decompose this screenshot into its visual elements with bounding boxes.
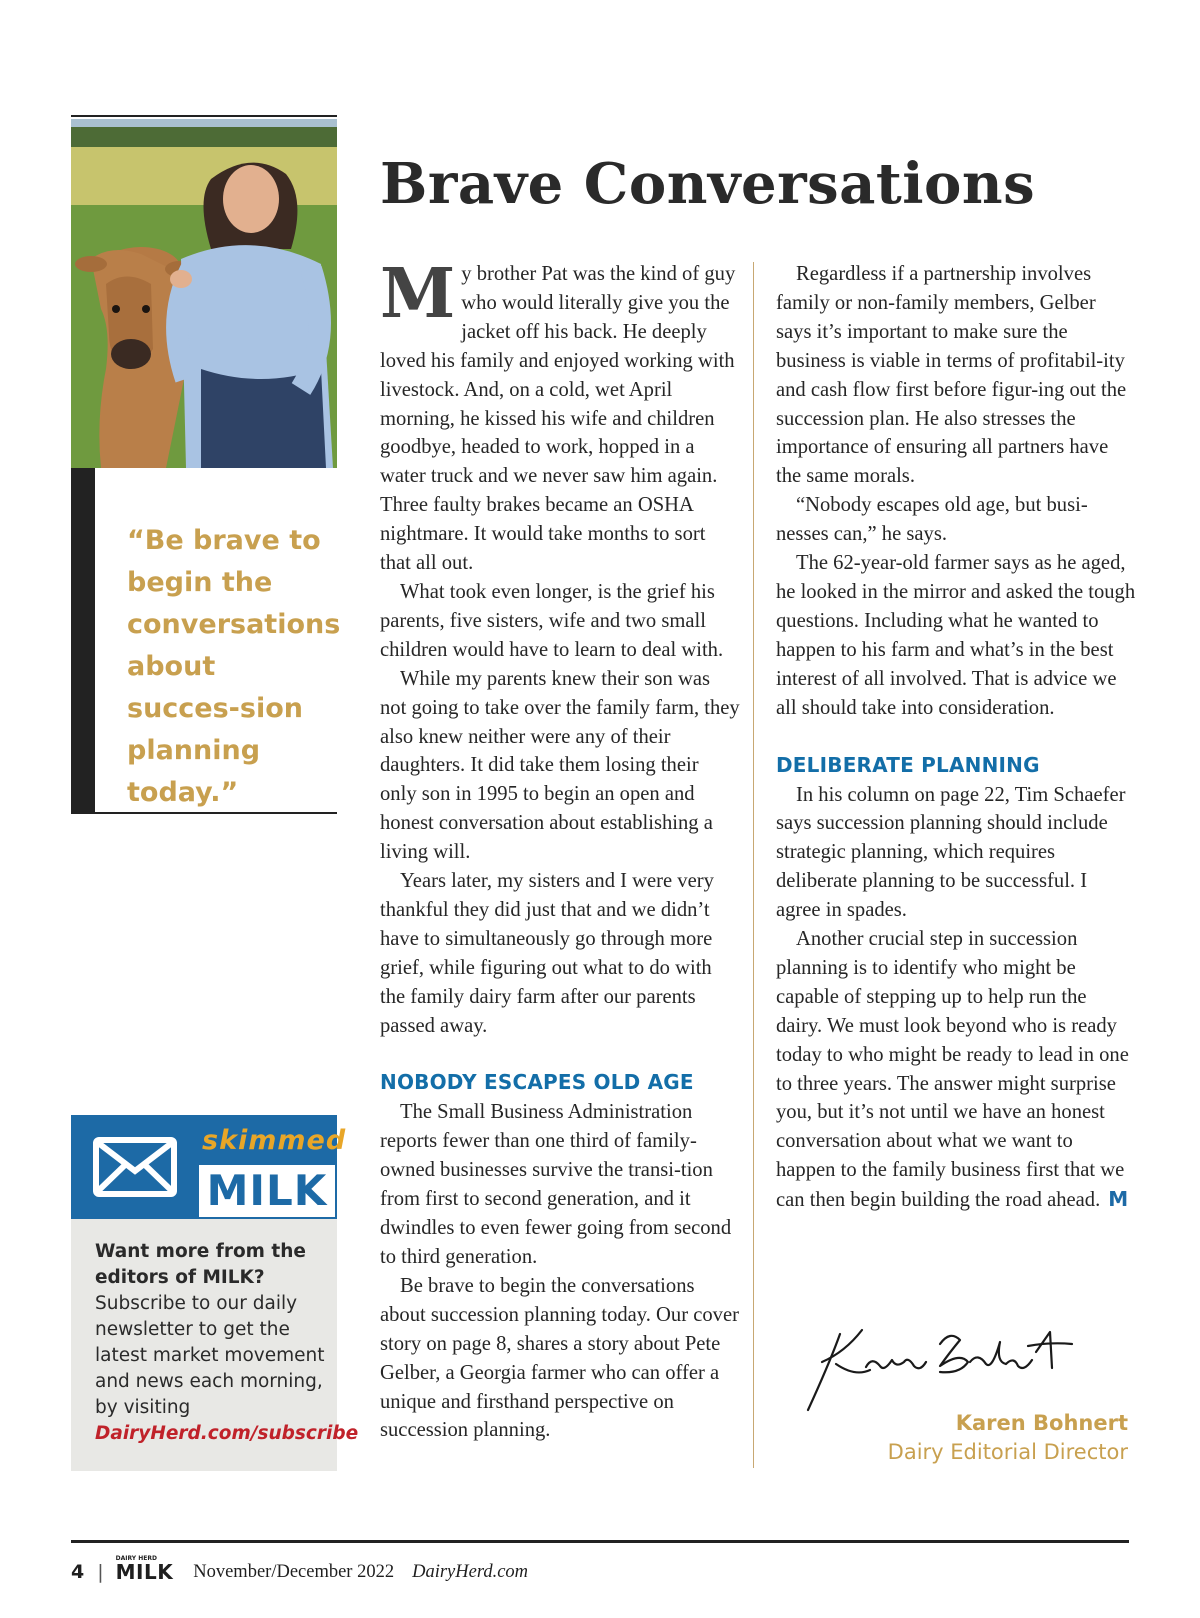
newsletter-promo [71, 1115, 359, 1471]
article-column-2 [776, 260, 1136, 1215]
end-mark-icon: M [1108, 1187, 1129, 1212]
promo-body: Subscribe to our daily newsletter to get the latest market movement and news each morning, by visiting [95, 1293, 325, 1418]
skimmed-milk-logo [71, 1115, 347, 1219]
article-column-1 [380, 254, 740, 1445]
promo-lead: Want more from the editors of MILK? [95, 1241, 306, 1288]
promo-text [95, 1239, 359, 1447]
issue-date: November/December 2022 [193, 1561, 395, 1582]
author-photo-illustration [71, 119, 337, 468]
pull-quote-rule [71, 812, 337, 814]
paragraph: While my parents knew their son was not going to take over the family farm, they also knew neither were any of their daughters. It did take them losing their only son in 1995 to begin an open and honest conversation about establishing a living will. [380, 667, 740, 864]
pull-quote: “Be brave to begin the conversations about succes-sion planning today.” [127, 525, 341, 808]
footer-separator: | [97, 1561, 104, 1583]
dairy-herd-mini-logo: DAIRY HERD [115, 1555, 157, 1562]
envelope-icon [93, 1137, 177, 1197]
paragraph: Years later, my sisters and I were very thankful they did just that and we didn’t have to simultaneously go through more grief, while figuring out what to do with the family dairy farm after our parents passed away. [380, 870, 714, 1037]
author-signature [800, 1322, 1090, 1412]
pull-quote-box [71, 468, 341, 814]
footer-rule [71, 1540, 1129, 1543]
section-heading: NOBODY ESCAPES OLD AGE [380, 1070, 694, 1095]
paragraph: Another crucial step in succession planning is to identify who might be capable of stepping up to help run the dairy. We must look beyond who is ready today to who might be ready to lead in one to three years. The answer might surprise you, but it’s not until we have an honest conversation about what we want to happen to the family business first that we can then begin building the road ahead. M [776, 928, 1129, 1212]
photo-top-rule [71, 115, 337, 117]
pull-quote-bar [71, 468, 95, 814]
paragraph: My brother Pat was the kind of guy who would literally give you the jacket off his back. He deeply loved his family and enjoyed working with livestock. And, on a cold, wet April morning, he kissed his wife and children goodbye, headed to work, hopped in a water truck and we never saw him again. Three faulty brakes became an OSHA nightmare. It would take months to sort that all out. [380, 254, 736, 575]
paragraph: The Small Business Administration reports fewer than one third of family-owned businesses survive the transi-tion from first to second generation, and it dwindles to even fewer going from second to third generation. [380, 1101, 732, 1268]
milk-wordmark: MILK [199, 1165, 335, 1217]
paragraph: Regardless if a partnership involves family or non-family members, Gelber says it’s important to make sure the business is viable in terms of profitabil-ity and cash flow first before figur-ing out the succession plan. He also stresses the importance of ensuring all partners have the same morals. [776, 263, 1127, 488]
section-heading: DELIBERATE PLANNING [776, 752, 1040, 777]
paragraph: Be brave to begin the conversations about succession planning today. Our cover story on page 8, shares a story about Pete Gelber, a Georgia farmer who can offer a unique and firsthand perspective on succession planning. [380, 1274, 739, 1442]
article-headline: Brave Conversations [380, 151, 1036, 217]
drop-cap: M [380, 254, 456, 334]
website: DairyHerd.com [412, 1561, 529, 1582]
author-photo [71, 119, 337, 468]
page-number: 4 [71, 1561, 85, 1583]
author-name: Karen Bohnert [955, 1411, 1128, 1435]
paragraph: In his column on page 22, Tim Schaefer says succession planning should include strategic planning, which requires deliberate planning to be successful. I agree in spades. [776, 783, 1126, 922]
column-divider [753, 262, 754, 1468]
paragraph: “Nobody escapes old age, but busi-nesses can,” he says. [776, 494, 1088, 546]
paragraph: What took even longer, is the grief his parents, five sisters, wife and two small children would have to learn to deal with. [380, 580, 724, 661]
subscribe-link[interactable]: DairyHerd.com/subscribe [95, 1423, 359, 1444]
page-footer [71, 1555, 529, 1586]
skimmed-wordmark: skimmed [202, 1125, 347, 1156]
paragraph: The 62-year-old farmer says as he aged, he looked in the mirror and asked the tough questions. Including what he wanted to happen to his farm and what’s in the best interest of all involved. That is advice we all should take into consideration. [776, 552, 1136, 719]
milk-logo: DAIRY HERD MILK [115, 1555, 174, 1584]
author-title: Dairy Editorial Director [887, 1440, 1128, 1464]
